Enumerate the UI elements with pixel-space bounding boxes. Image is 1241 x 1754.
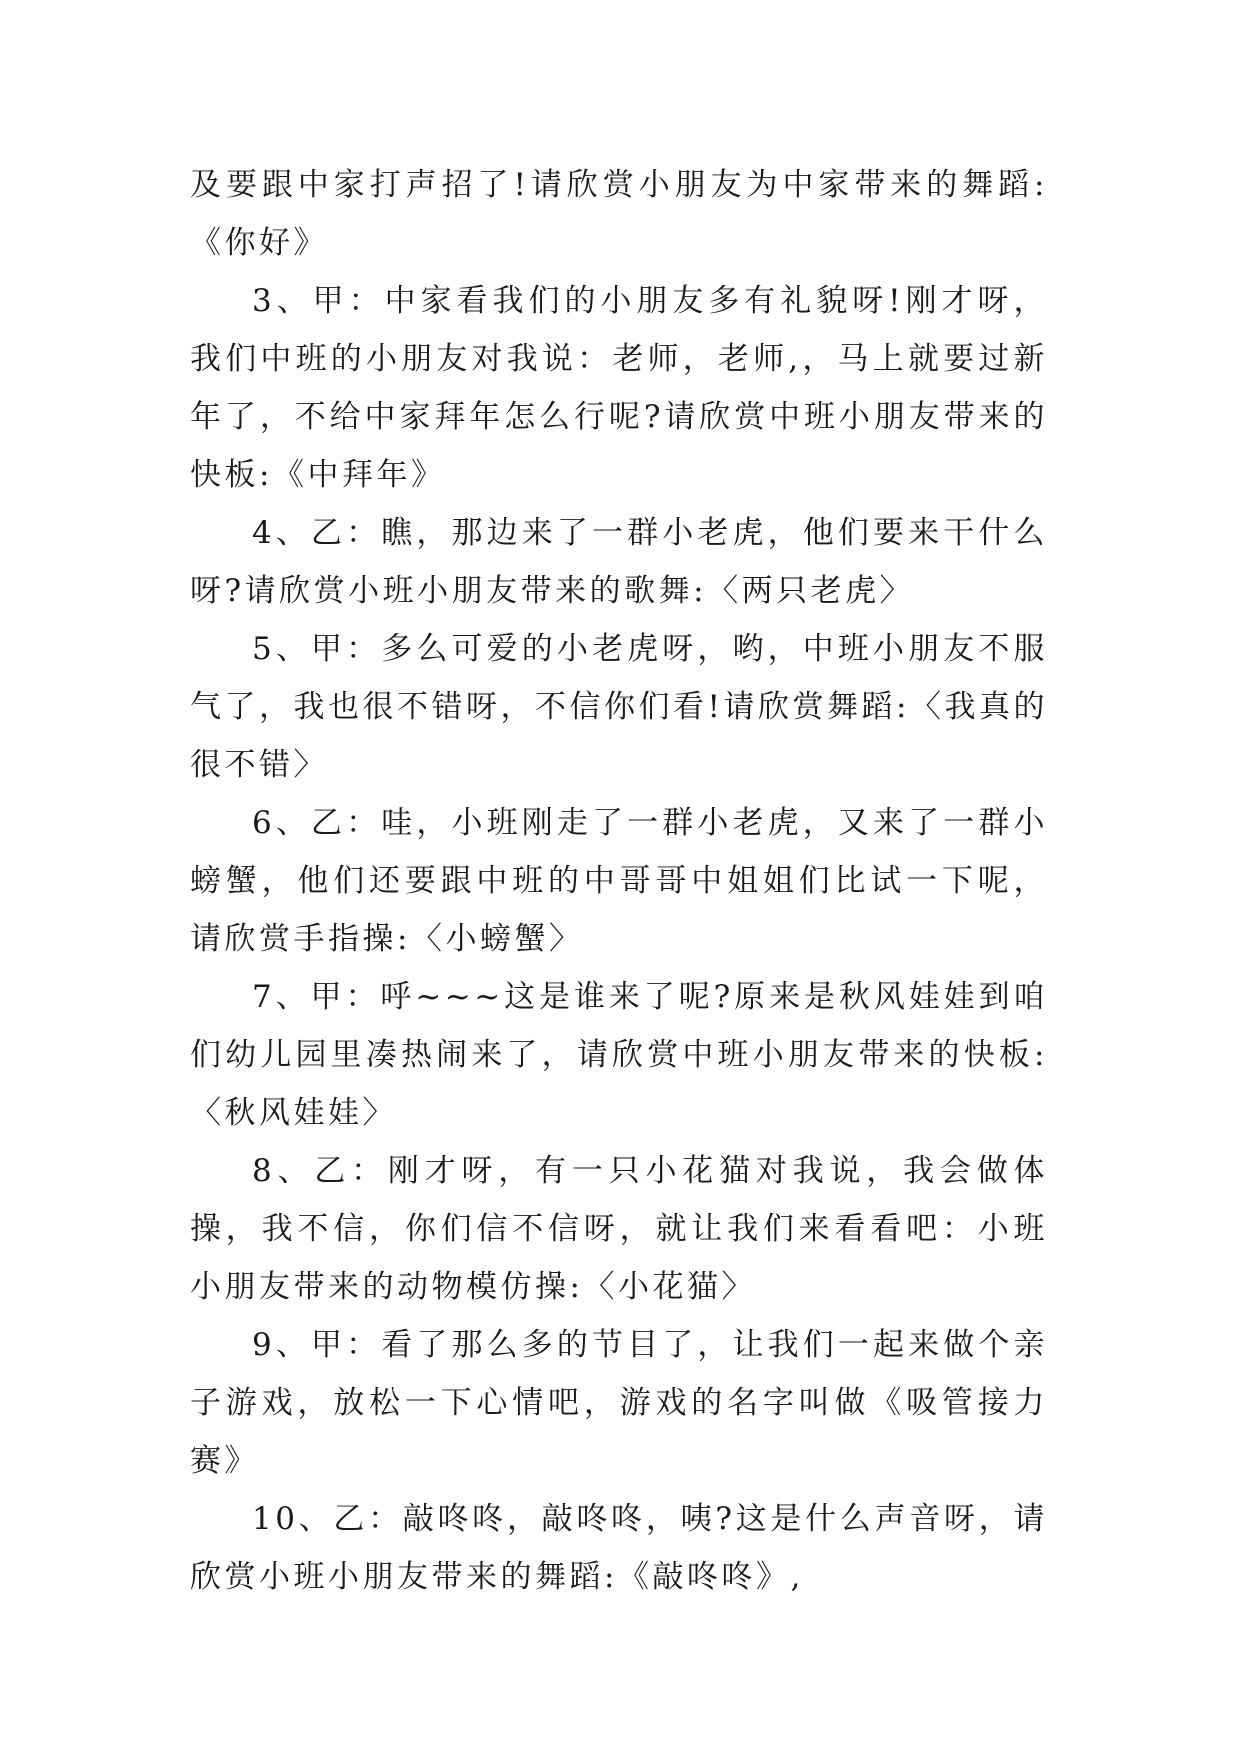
paragraph-item-4: 4、乙：瞧，那边来了一群小老虎，他们要来干什么呀?请欣赏小班小朋友带来的歌舞:〈两只老虎〉: [190, 515, 1048, 609]
paragraph-item-10: 10、乙：敲咚咚，敲咚咚，咦?这是什么声音呀，请欣赏小班小朋友带来的舞蹈:《敲咚咚》,: [190, 1501, 1048, 1595]
paragraph-item-7: 7、甲：呼~~~这是谁来了呢?原来是秋风娃娃到咱们幼儿园里凑热闹来了，请欣赏中班小朋友带来的快板:〈秋风娃娃〉: [190, 979, 1048, 1131]
paragraph-item-8: 8、乙：刚才呀，有一只小花猫对我说，我会做体操，我不信，你们信不信呀，就让我们来看看吧：小班小朋友带来的动物模仿操:〈小花猫〉: [190, 1153, 1048, 1305]
paragraph-item-5: 5、甲：多么可爱的小老虎呀，哟，中班小朋友不服气了，我也很不错呀，不信你们看!请欣赏舞蹈:〈我真的很不错〉: [190, 631, 1048, 783]
paragraph-item-9: 9、甲：看了那么多的节目了，让我们一起来做个亲子游戏，放松一下心情吧，游戏的名字叫做《吸管接力赛》: [190, 1327, 1048, 1479]
paragraph-item-3: 3、甲：中家看我们的小朋友多有礼貌呀!刚才呀，我们中班的小朋友对我说：老师，老师,，马上就要过新年了，不给中家拜年怎么行呢?请欣赏中班小朋友带来的快板:《中拜年》: [190, 283, 1048, 493]
document-body: [190, 156, 1048, 1606]
paragraph-continuation: 及要跟中家打声招了!请欣赏小朋友为中家带来的舞蹈:《你好》: [190, 167, 1048, 261]
paragraph-item-6: 6、乙：哇，小班刚走了一群小老虎，又来了一群小螃蟹，他们还要跟中班的中哥哥中姐姐们比试一下呢，请欣赏手指操:〈小螃蟹〉: [190, 805, 1048, 957]
